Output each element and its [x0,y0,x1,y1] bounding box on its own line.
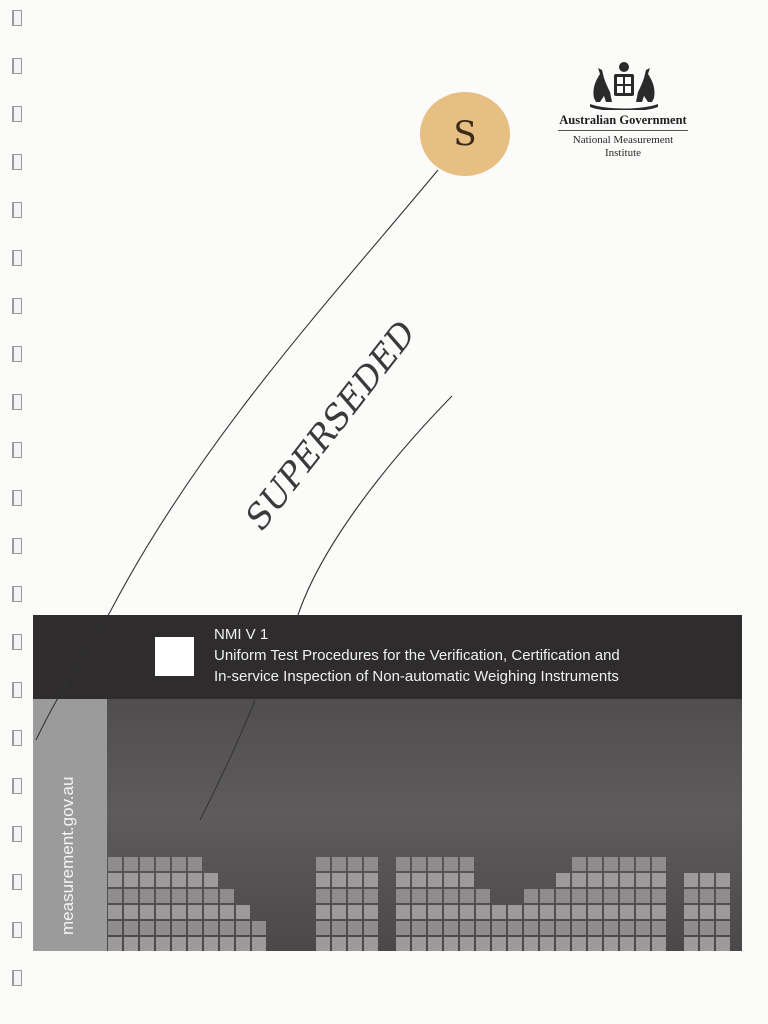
grid-cell [588,889,602,903]
grid-cell [716,873,730,887]
grid-cell [332,873,346,887]
grid-cell [636,873,650,887]
binding-hole [12,682,22,698]
grid-cell [444,921,458,935]
grid-cell [124,905,138,919]
grid-cell [124,889,138,903]
grid-cell [332,937,346,951]
grid-cell [156,937,170,951]
grid-cell [652,905,666,919]
grid-cell [204,873,218,887]
grid-cell [236,921,250,935]
grid-cell [428,905,442,919]
grid-cell [684,937,698,951]
grid-cell [316,921,330,935]
grid-cell [140,857,154,871]
grid-cell [460,889,474,903]
grid-cell [508,921,522,935]
grid-cell [460,857,474,871]
grid-cell [508,905,522,919]
binding-hole [12,922,22,938]
binding-hole [12,106,22,122]
grid-cell [604,889,618,903]
binding-hole [12,346,22,362]
grid-cell [204,905,218,919]
grid-cell [620,889,634,903]
document-code: NMI V 1 [214,626,269,643]
grid-cell [332,905,346,919]
grid-cell [572,937,586,951]
grid-cell [556,921,570,935]
grid-cell [524,937,538,951]
binding-hole [12,538,22,554]
grid-cell [620,857,634,871]
grid-cell [428,921,442,935]
grid-cell [124,937,138,951]
grid-cell [508,937,522,951]
grid-cell [588,905,602,919]
status-sticker: S [420,92,510,176]
grid-cell [444,905,458,919]
grid-cell [316,873,330,887]
grid-cell [604,873,618,887]
grid-cell [604,857,618,871]
grid-cell [444,889,458,903]
grid-cell [620,937,634,951]
grid-cell [652,921,666,935]
grid-cell [364,889,378,903]
grid-cell [620,905,634,919]
grid-cell [460,937,474,951]
grid-cell [572,905,586,919]
grid-cell [204,889,218,903]
grid-cell [620,873,634,887]
grid-cell [108,889,122,903]
grid-cell [444,873,458,887]
grid-cell [316,857,330,871]
grid-cell [364,857,378,871]
grid-cell [348,937,362,951]
grid-cell [156,905,170,919]
grid-cell [348,889,362,903]
grid-cell [236,937,250,951]
grid-cell [716,889,730,903]
grid-cell [700,937,714,951]
grid-cell [476,889,490,903]
grid-cell [172,889,186,903]
agency-line-2: Institute [604,147,642,159]
grid-cell [412,937,426,951]
grid-cell [572,889,586,903]
grid-cell [124,873,138,887]
grid-cell [220,889,234,903]
grid-cell [476,905,490,919]
grid-cell [108,921,122,935]
binding-hole [12,874,22,890]
grid-cell [412,873,426,887]
grid-cell [252,937,266,951]
grid-cell [572,857,586,871]
grid-cell [588,857,602,871]
website-label: measurement.gov.au [58,776,77,935]
grid-cell [684,905,698,919]
grid-cell [636,857,650,871]
grid-cell [348,857,362,871]
grid-cell [172,857,186,871]
grid-cell [204,921,218,935]
grid-cell [140,921,154,935]
grid-cell [428,937,442,951]
grid-cell [652,937,666,951]
grid-cell [364,873,378,887]
grid-cell [684,873,698,887]
grid-cell [716,905,730,919]
government-name: Australian Government [559,113,687,127]
grid-cell [636,921,650,935]
grid-cell [524,889,538,903]
grid-cell [188,905,202,919]
grid-cell [460,921,474,935]
grid-cell [540,889,554,903]
grid-cell [188,921,202,935]
grid-cell [108,937,122,951]
binding-hole [12,298,22,314]
grid-cell [316,889,330,903]
grid-cell [188,889,202,903]
grid-cell [156,857,170,871]
grid-cell [348,905,362,919]
grid-cell [556,873,570,887]
grid-cell [220,921,234,935]
coat-of-arms-icon [586,58,662,110]
grid-cell [124,921,138,935]
grid-cell [588,873,602,887]
grid-cell [588,937,602,951]
grid-cell [636,937,650,951]
grid-cell [716,937,730,951]
grid-cell [412,921,426,935]
grid-cell [700,873,714,887]
grid-cell [108,857,122,871]
grid-cell [156,873,170,887]
grid-cell [588,921,602,935]
grid-cell [236,905,250,919]
grid-cell [220,905,234,919]
grid-cell [316,937,330,951]
grid-cell [428,873,442,887]
grid-cell [540,905,554,919]
grid-cell [460,905,474,919]
grid-cell [716,921,730,935]
grid-cell [396,937,410,951]
grid-cell [156,889,170,903]
header-divider [558,130,688,131]
binding-hole [12,442,22,458]
grid-cell [476,937,490,951]
grid-cell [188,857,202,871]
cover-grid-graphic [107,699,742,951]
grid-cell [172,921,186,935]
grid-cell [332,889,346,903]
grid-cell [652,857,666,871]
grid-cell [140,873,154,887]
binding-hole [12,778,22,794]
grid-cell [556,937,570,951]
grid-cell [396,889,410,903]
grid-cell [332,921,346,935]
grid-cell [556,905,570,919]
agency-name [548,134,698,160]
agency-line-1: National Measurement [572,134,674,146]
binding-hole [12,58,22,74]
grid-cell [188,873,202,887]
website-label-wrapper [33,699,107,951]
grid-cell [156,921,170,935]
binding-holes [0,0,30,1024]
grid-cell [492,937,506,951]
grid-cell [684,889,698,903]
grid-cell [172,873,186,887]
grid-cell [172,905,186,919]
grid-cell [684,921,698,935]
grid-cell [396,921,410,935]
binding-hole [12,970,22,986]
binding-hole [12,250,22,266]
grid-cell [188,937,202,951]
grid-cell [524,905,538,919]
grid-cell [524,921,538,935]
title-line-2: In-service Inspection of Non-automatic Weighing Instruments [214,668,619,685]
binding-hole [12,10,22,26]
grid-cell [364,905,378,919]
grid-cell [636,889,650,903]
grid-cell [124,857,138,871]
binding-hole [12,490,22,506]
grid-cell [620,921,634,935]
grid-cell [556,889,570,903]
grid-cell [204,937,218,951]
grid-cell [396,857,410,871]
grid-cell [604,921,618,935]
grid-cell [540,937,554,951]
grid-cell [604,905,618,919]
grid-cell [492,905,506,919]
grid-cell [428,857,442,871]
grid-cell [108,905,122,919]
title-line-1: Uniform Test Procedures for the Verification, Certification and [214,647,620,664]
grid-cell [364,921,378,935]
grid-cell [140,937,154,951]
grid-cell [412,889,426,903]
grid-cell [428,889,442,903]
grid-cell [636,905,650,919]
grid-cell [316,905,330,919]
grid-cell [412,857,426,871]
grid-cell [572,921,586,935]
grid-cell [108,873,122,887]
binding-hole [12,394,22,410]
grid-cell [140,905,154,919]
grid-cell [348,873,362,887]
grid-cell [348,921,362,935]
grid-cell [604,937,618,951]
grid-cell [652,873,666,887]
grid-cell [252,921,266,935]
grid-cell [460,873,474,887]
grid-cell [444,937,458,951]
grid-cell [396,905,410,919]
title-square [155,637,194,676]
grid-cell [332,857,346,871]
grid-cell [140,889,154,903]
grid-cell [540,921,554,935]
grid-cell [220,937,234,951]
grid-cell [572,873,586,887]
grid-cell [476,921,490,935]
binding-hole [12,826,22,842]
grid-cell [172,937,186,951]
grid-cell [700,921,714,935]
grid-cell [412,905,426,919]
grid-cell [396,873,410,887]
grid-cell [652,889,666,903]
binding-hole [12,154,22,170]
binding-hole [12,202,22,218]
grid-cell [492,921,506,935]
grid-cell [700,889,714,903]
grid-cell [700,905,714,919]
grid-cell [364,937,378,951]
binding-hole [12,586,22,602]
grid-cell [444,857,458,871]
binding-hole [12,730,22,746]
superseded-annotation: SUPERSEDED [237,313,425,538]
binding-hole [12,634,22,650]
